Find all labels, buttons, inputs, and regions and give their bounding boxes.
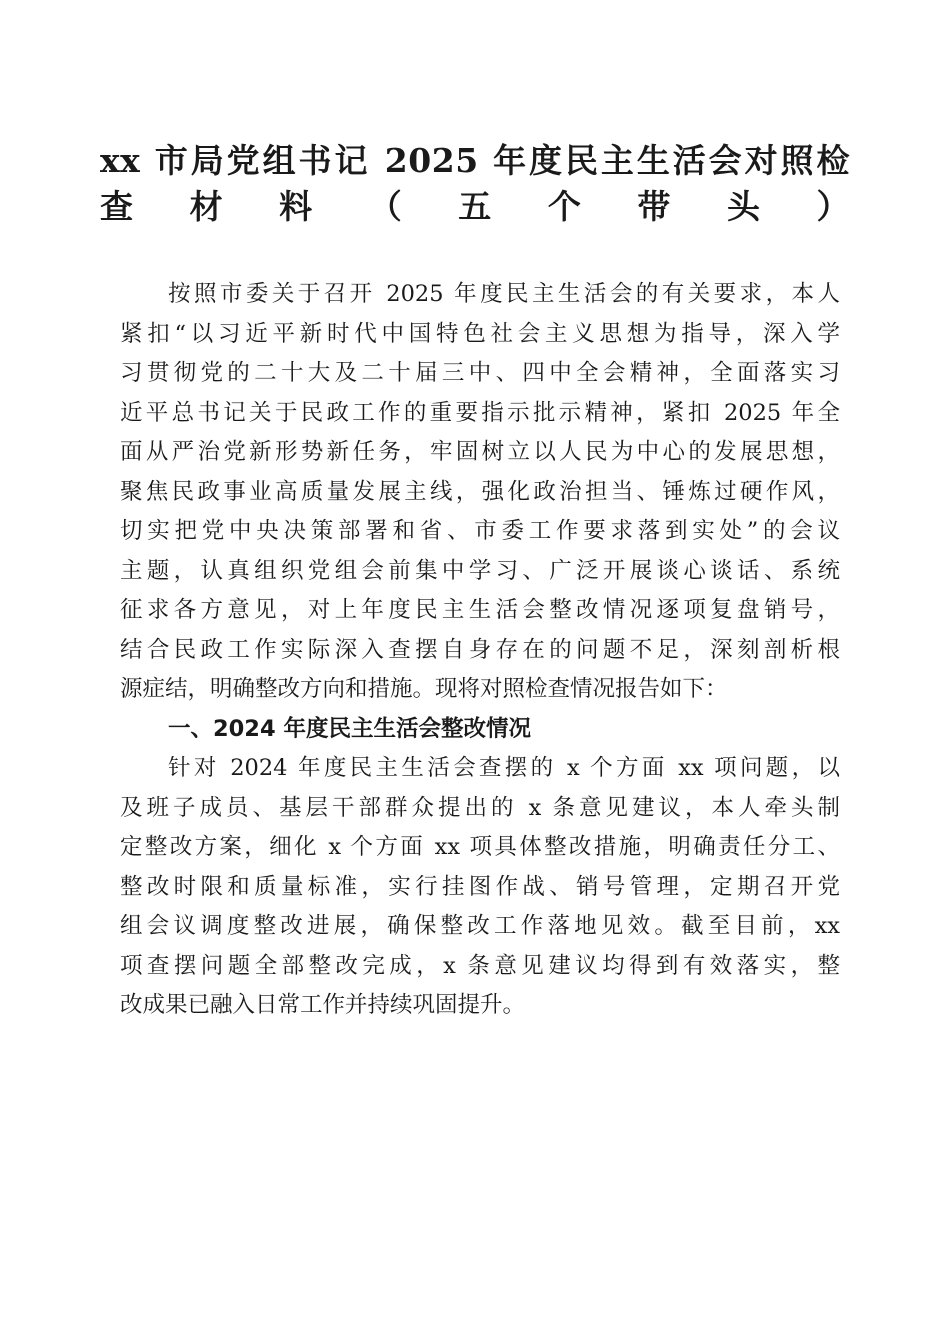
paragraph-line: 源症结，明确整改方向和措施。现将对照检查情况报告如下：	[120, 676, 728, 702]
paragraph-line: 征求各方意见，对上年度民主生活会整改情况逐项复盘销号，	[120, 597, 840, 623]
paragraph-line: 聚焦民政事业高质量发展主线，强化政治担当、锤炼过硬作风，	[120, 478, 840, 505]
paragraph-line: 切实把党中央决策部署和省、市委工作要求落到实处”的会议	[120, 518, 840, 544]
paragraph-line: 针对 2024 年度民主生活会查摆的 x 个方面 xx 项问题，以	[168, 755, 840, 781]
paragraph-line: 紧扣“以习近平新时代中国特色社会主义思想为指导，深入学	[120, 320, 840, 347]
paragraph-intro	[120, 275, 840, 710]
title-line-1: xx 市局党组书记 2025 年度民主生活会对照检	[100, 141, 850, 180]
paragraph-line: 及班子成员、基层干部群众提出的 x 条意见建议，本人牵头制	[120, 794, 840, 821]
title-line-2: 查材料（五个带头）	[100, 187, 850, 226]
paragraph-rectification	[120, 749, 840, 1026]
paragraph-line: 习贯彻党的二十大及二十届三中、四中全会精神，全面落实习	[120, 360, 840, 386]
paragraph-line: 按照市委关于召开 2025 年度民主生活会的有关要求，本人	[168, 281, 840, 307]
document-title	[100, 138, 850, 230]
paragraph-line: 组会议调度整改进展，确保整改工作落地见效。截至目前，xx	[120, 913, 840, 939]
paragraph-line: 定整改方案，细化 x 个方面 xx 项具体整改措施，明确责任分工、	[120, 834, 840, 860]
paragraph-line: 项查摆问题全部整改完成，x 条意见建议均得到有效落实，整	[120, 952, 840, 979]
paragraph-line: 面从严治党新形势新任务，牢固树立以人民为中心的发展思想，	[120, 439, 840, 465]
paragraph-line: 结合民政工作实际深入查摆自身存在的问题不足，深刻剖析根	[120, 636, 840, 663]
paragraph-line: 近平总书记关于民政工作的重要指示批示精神，紧扣 2025 年全	[120, 399, 840, 426]
paragraph-line: 改成果已融入日常工作并持续巩固提升。	[120, 992, 526, 1018]
section-heading-1: 一、2024 年度民主生活会整改情况	[168, 715, 531, 742]
document-body	[120, 275, 840, 1026]
paragraph-line: 整改时限和质量标准，实行挂图作战、销号管理，定期召开党	[120, 873, 840, 900]
paragraph-line: 主题，认真组织党组会前集中学习、广泛开展谈心谈话、系统	[120, 557, 840, 584]
